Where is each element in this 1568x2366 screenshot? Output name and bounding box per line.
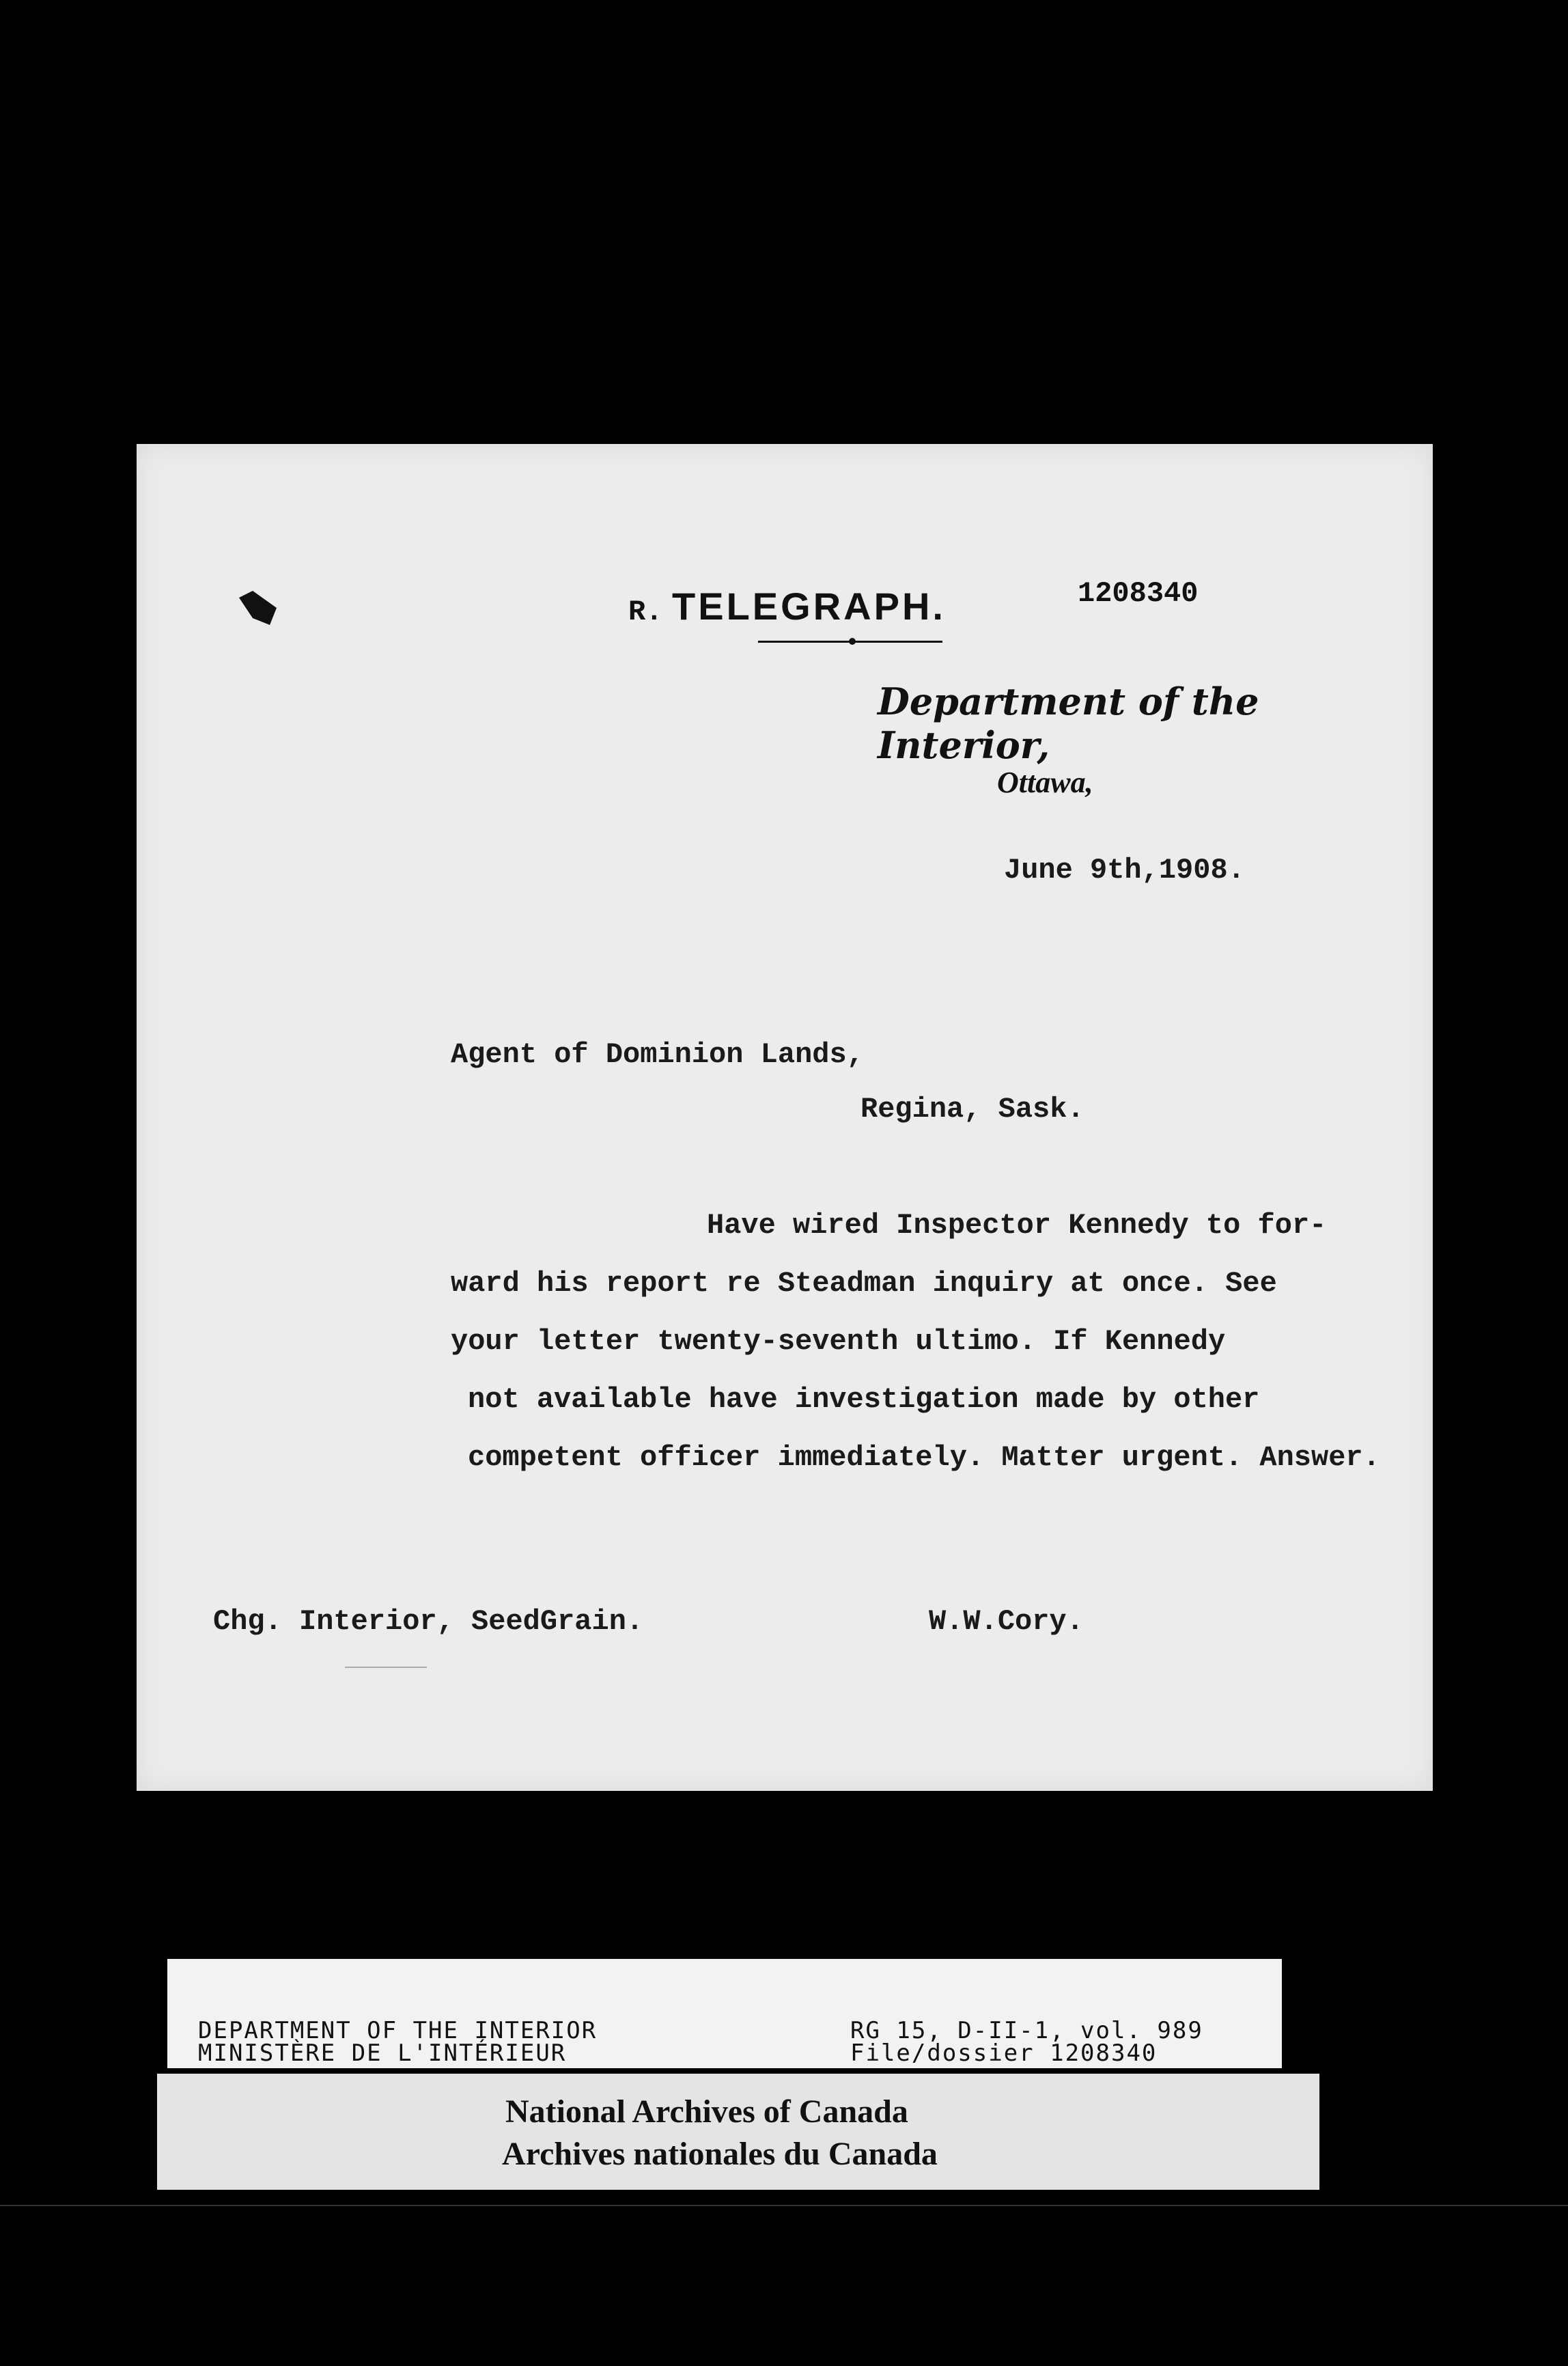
- header-prefix: R.: [628, 596, 663, 628]
- body-line: competent officer immediately. Matter urgent. Answer.: [468, 1441, 1380, 1474]
- archive-reference-label: [167, 1959, 1282, 2068]
- header-title: TELEGRAPH.: [672, 585, 946, 628]
- archive-name-english: National Archives of Canada: [505, 2093, 908, 2130]
- telegram-header: [628, 584, 946, 628]
- scan-divider: [0, 2205, 1568, 2206]
- file-number: 1208340: [1078, 577, 1199, 610]
- body-line: Have wired Inspector Kennedy to for-: [707, 1209, 1327, 1242]
- charge-line: Chg. Interior, SeedGrain.: [213, 1605, 644, 1638]
- archive-name-label: [157, 2074, 1319, 2190]
- department-english: DEPARTMENT OF THE INTERIOR: [198, 2017, 598, 2044]
- recipient-line-1: Agent of Dominion Lands,: [451, 1038, 864, 1071]
- record-group-reference: RG 15, D-II-1, vol. 989: [850, 2017, 1203, 2044]
- department-french: MINISTÈRE DE L'INTÉRIEUR: [198, 2040, 567, 2067]
- archive-name-french: Archives nationales du Canada: [502, 2136, 938, 2172]
- recipient-line-2: Regina, Sask.: [860, 1093, 1084, 1126]
- signature: W.W.Cory.: [929, 1605, 1084, 1638]
- city-heading: Ottawa,: [997, 766, 1093, 799]
- department-heading: Department of the Interior,: [878, 680, 1259, 767]
- underline-mark: [345, 1667, 427, 1668]
- body-line: your letter twenty-seventh ultimo. If Kennedy: [451, 1325, 1226, 1358]
- body-line: not available have investigation made by other: [468, 1383, 1260, 1416]
- divider-ornament: [849, 638, 856, 645]
- body-line: ward his report re Steadman inquiry at once. See: [451, 1267, 1277, 1300]
- file-reference: File/dossier 1208340: [850, 2040, 1158, 2067]
- punch-hole-mark: [239, 591, 280, 625]
- telegram-date: June 9th,1908.: [1004, 854, 1245, 887]
- telegram-document: [137, 444, 1433, 1791]
